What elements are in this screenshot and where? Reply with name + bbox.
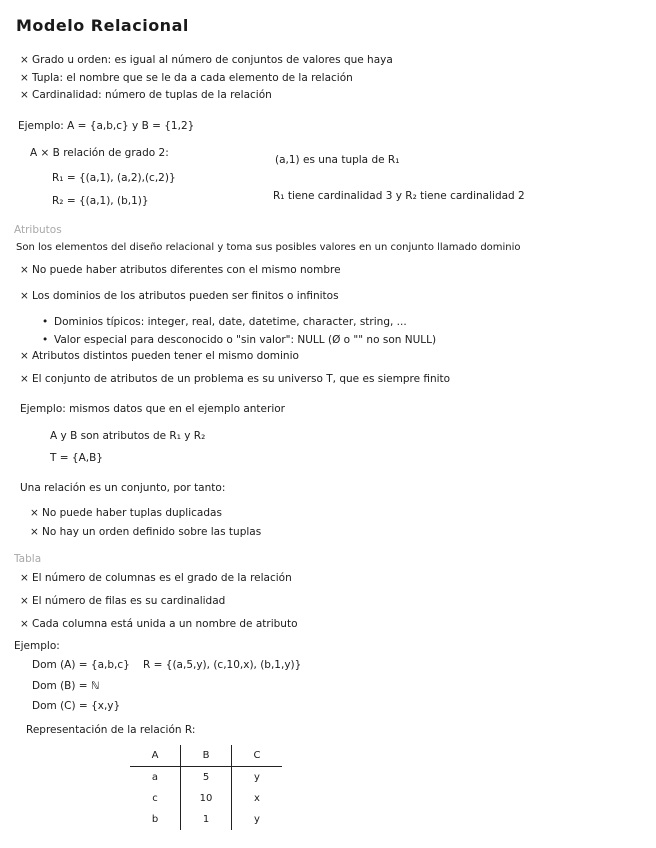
table-cell: 1: [181, 809, 232, 830]
bullet-text: Dominios típicos: integer, real, date, datetime, character, string, ...: [54, 316, 407, 328]
representation-label: Representación de la relación R:: [26, 724, 196, 736]
tupla-note: (a,1) es una tupla de R₁: [275, 154, 400, 166]
bullet-dominios: × Los dominios de los atributos pueden ser finitos o infinitos: [20, 290, 339, 302]
bullet-columnas: × El número de columnas es el grado de la relación: [20, 572, 292, 584]
table-cell: c: [152, 793, 158, 804]
bullet-cardinalidad: × Cardinalidad: número de tuplas de la relación: [20, 89, 272, 101]
table-cell: x: [232, 788, 283, 809]
bullet-mismo-dominio: × Atributos distintos pueden tener el mismo dominio: [20, 350, 299, 362]
bullet-tupla: × Tupla: el nombre que se le da a cada elemento de la relación: [20, 72, 353, 84]
table-cell: 10: [181, 788, 232, 809]
bullet-text: No puede haber tuplas duplicadas: [42, 507, 222, 519]
bullet-orden: × No hay un orden definido sobre las tuplas: [30, 526, 262, 538]
dom-a: Dom (A) = {a,b,c}: [32, 659, 130, 671]
cardinality-note: R₁ tiene cardinalidad 3 y R₂ tiene cardinalidad 2: [273, 190, 525, 202]
bullet-text: Los dominios de los atributos pueden ser finitos o infinitos: [32, 290, 339, 302]
table-cell: y: [232, 809, 283, 830]
bullet-duplicadas: × No puede haber tuplas duplicadas: [30, 507, 222, 519]
section-tabla: Tabla: [14, 553, 42, 565]
table-cell: y: [232, 767, 283, 789]
table-cell: b: [151, 814, 159, 825]
subbullet-dominios-tipicos: • Dominios típicos: integer, real, date, datetime, character, string, ...: [42, 316, 407, 328]
conjunto-statement: Una relación es un conjunto, por tanto:: [20, 482, 226, 494]
bullet-filas: × El número de filas es su cardinalidad: [20, 595, 226, 607]
bullet-text: El número de columnas es el grado de la relación: [32, 572, 292, 584]
dom-c: Dom (C) = {x,y}: [32, 700, 121, 712]
bullet-text: Atributos distintos pueden tener el mismo dominio: [32, 350, 299, 362]
tabla-example-label: Ejemplo:: [14, 640, 60, 652]
bullet-text: Valor especial para desconocido o "sin valor": NULL (Ø o "" no son NULL): [54, 334, 437, 346]
column-header: B: [181, 745, 232, 767]
bullet-grado: × Grado u orden: es igual al número de conjuntos de valores que haya: [20, 54, 393, 66]
relation-r2: R₂ = {(a,1), (b,1)}: [52, 195, 149, 207]
dom-b: Dom (B) = ℕ: [32, 680, 100, 692]
table-cell: a: [151, 772, 159, 783]
bullet-nombres: × No puede haber atributos diferentes con el mismo nombre: [20, 264, 341, 276]
bullet-atributo: × Cada columna está unida a un nombre de atributo: [20, 618, 298, 630]
atributos-example: Ejemplo: mismos datos que en el ejemplo anterior: [20, 403, 285, 415]
relation-table: [130, 745, 282, 830]
table-row: [130, 788, 282, 809]
column-header: A: [130, 745, 181, 767]
bullet-text: Grado u orden: es igual al número de conjuntos de valores que haya: [32, 54, 393, 66]
table-cell: 5: [181, 767, 232, 789]
atributos-description: Son los elementos del diseño relacional y toma sus posibles valores en un conjunto llamado dominio: [16, 242, 521, 253]
atributos-example-line2: T = {A,B}: [50, 452, 103, 464]
table-row: [130, 767, 282, 789]
bullet-text: No puede haber atributos diferentes con el mismo nombre: [32, 264, 341, 276]
subbullet-null: • Valor especial para desconocido o "sin valor": NULL (Ø o "" no son NULL): [42, 334, 437, 346]
example-sets: Ejemplo: A = {a,b,c} y B = {1,2}: [18, 120, 195, 132]
section-atributos: Atributos: [14, 224, 62, 236]
atributos-example-line1: A y B son atributos de R₁ y R₂: [50, 430, 206, 442]
bullet-text: Tupla: el nombre que se le da a cada elemento de la relación: [32, 72, 353, 84]
table-header-row: [130, 745, 282, 767]
page-title: Modelo Relacional: [16, 16, 189, 35]
table-row: [130, 809, 282, 830]
relation-r1: R₁ = {(a,1), (a,2),(c,2)}: [52, 172, 176, 184]
cartesian-relation: A × B relación de grado 2:: [30, 147, 169, 159]
relation-r: R = {(a,5,y), (c,10,x), (b,1,y)}: [143, 659, 302, 671]
column-header: C: [232, 745, 283, 767]
bullet-text: El número de filas es su cardinalidad: [32, 595, 226, 607]
bullet-text: Cardinalidad: número de tuplas de la relación: [32, 89, 272, 101]
bullet-text: Cada columna está unida a un nombre de atributo: [32, 618, 298, 630]
bullet-universo: × El conjunto de atributos de un problema es su universo T, que es siempre finito: [20, 373, 451, 385]
relation-table-wrap: [130, 745, 282, 830]
bullet-text: El conjunto de atributos de un problema es su universo T, que es siempre finito: [32, 373, 451, 385]
bullet-text: No hay un orden definido sobre las tuplas: [42, 526, 262, 538]
